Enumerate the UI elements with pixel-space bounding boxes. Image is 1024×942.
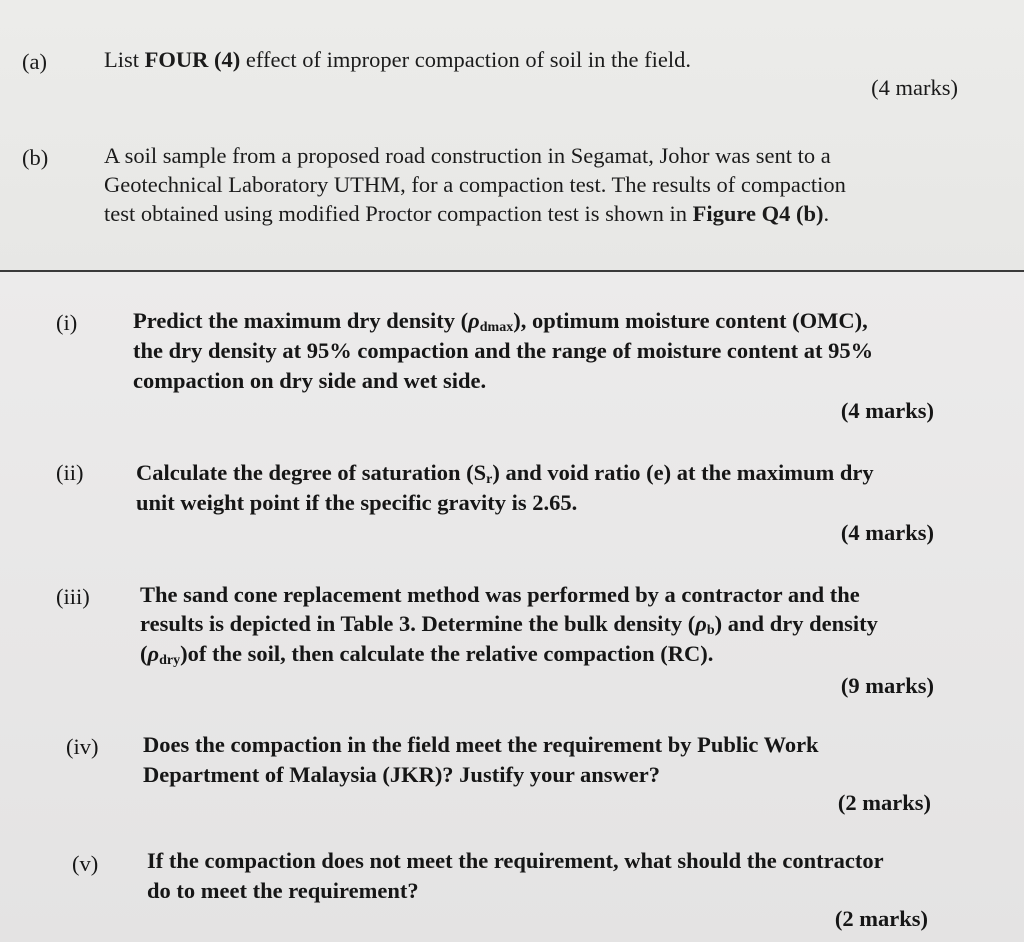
rho-dry-subscript: dry bbox=[159, 653, 181, 668]
q-i-line-2: the dry density at 95% compaction and the range of moisture content at 95% bbox=[133, 338, 874, 363]
part-b-line-3-post: . bbox=[823, 201, 830, 226]
part-a-text-bold: FOUR (4) bbox=[144, 47, 241, 72]
q-i-line-1-post: ), optimum moisture content (OMC), bbox=[513, 308, 868, 333]
question-panel-top bbox=[0, 0, 1024, 270]
part-a-text bbox=[104, 45, 691, 74]
q-iii-line-2-pre: results is depicted in bbox=[140, 611, 341, 636]
q-iii-line-2-mid: . Determine the bulk density ( bbox=[410, 611, 696, 636]
q-i-label: (i) bbox=[56, 310, 78, 335]
q-iv-label: (iv) bbox=[66, 734, 99, 759]
q-i-line-3: compaction on dry side and wet side. bbox=[133, 368, 487, 393]
q-iii-line-1: The sand cone replacement method was performed by a contractor and the bbox=[140, 582, 860, 607]
q-ii-line-1-post: ) and void ratio (e) at the maximum dry bbox=[492, 460, 874, 485]
q-ii-line-1-pre: Calculate the degree of saturation (S bbox=[136, 460, 487, 485]
q-v-line-1: If the compaction does not meet the requirement, what should the contractor bbox=[147, 848, 884, 873]
part-b-line-3-pre: test obtained using modified Proctor compaction test is shown in bbox=[104, 201, 693, 226]
rho-symbol: ρ bbox=[468, 308, 480, 333]
figure-reference: Figure Q4 (b) bbox=[692, 201, 824, 226]
rho-b-subscript: b bbox=[706, 623, 715, 638]
q-iii-line-3-post: )of the soil, then calculate the relative compaction (RC). bbox=[180, 641, 714, 666]
table-reference: Table 3 bbox=[340, 611, 411, 636]
part-a-text-post: effect of improper compaction of soil in the field. bbox=[240, 47, 691, 72]
q-iv-line-1: Does the compaction in the field meet the requirement by Public Work bbox=[143, 732, 819, 757]
q-v-label: (v) bbox=[72, 851, 99, 876]
q-iii-line-3-pre: ( bbox=[140, 641, 148, 666]
q-iii-line-3 bbox=[140, 639, 713, 675]
q-i-marks: (4 marks) bbox=[840, 398, 934, 423]
part-b-line-2: Geotechnical Laboratory UTHM, for a compaction test. The results of compaction bbox=[104, 172, 846, 197]
rho-subscript: dmax bbox=[479, 320, 514, 335]
q-iii-marks: (9 marks) bbox=[840, 673, 934, 698]
part-b-line-3 bbox=[104, 199, 829, 228]
part-a-label: (a) bbox=[22, 49, 47, 74]
q-iv-marks: (2 marks) bbox=[837, 790, 931, 815]
q-iv-line-2: Department of Malaysia (JKR)? Justify your answer? bbox=[143, 762, 661, 787]
q-ii-label: (ii) bbox=[56, 460, 84, 485]
q-ii-marks: (4 marks) bbox=[840, 520, 934, 545]
q-ii-line-2: unit weight point if the specific gravity is 2.65. bbox=[136, 490, 578, 515]
q-iii-label: (iii) bbox=[56, 584, 90, 609]
question-panel-bottom bbox=[0, 272, 1024, 942]
part-b-line-1: A soil sample from a proposed road construction in Segamat, Johor was sent to a bbox=[104, 143, 831, 168]
part-a-text-pre: List bbox=[104, 47, 145, 72]
saturation-subscript: r bbox=[486, 472, 493, 487]
q-i-line-1-pre: Predict the maximum dry density ( bbox=[133, 308, 469, 333]
q-iii-line-2-post: ) and dry density bbox=[714, 611, 878, 636]
part-a-marks: (4 marks) bbox=[871, 75, 958, 100]
q-v-line-2: do to meet the requirement? bbox=[147, 878, 419, 903]
rho-symbol: ρ bbox=[695, 611, 707, 636]
rho-symbol: ρ bbox=[147, 641, 160, 666]
q-v-marks: (2 marks) bbox=[834, 906, 928, 931]
part-b-label: (b) bbox=[22, 145, 49, 170]
